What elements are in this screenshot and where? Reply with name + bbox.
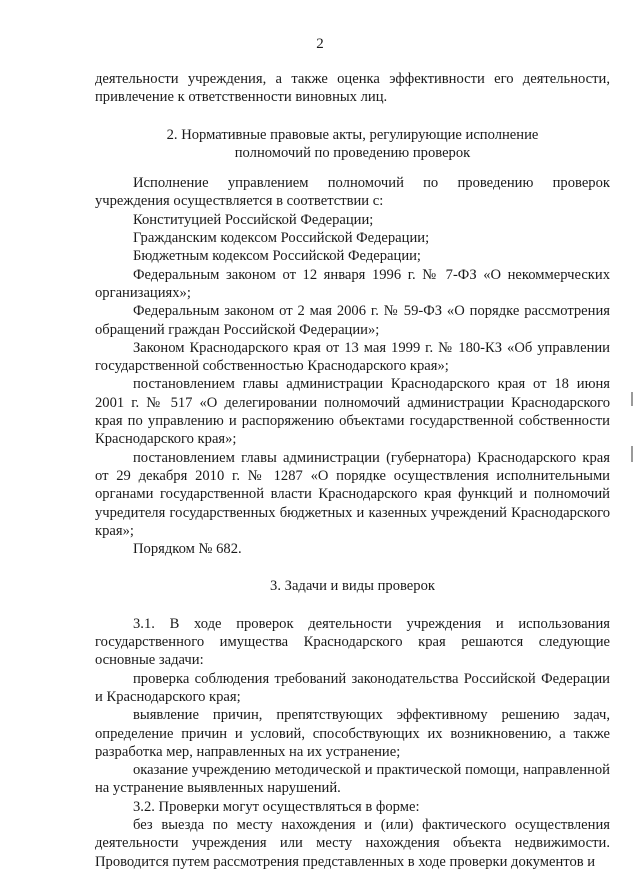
paragraph: постановлением главы администрации Краснодарского края от 18 июня 2001 г. № 517 «О делегировании полномочий администрации Краснодарского края по управлению и распоряжению объектами государственной собственности Краснодарского края»; — [95, 376, 610, 448]
paragraph: 3.1. В ходе проверок деятельности учреждения и использования государственного имущества Краснодарского края решаются следующие основные задачи: — [95, 615, 610, 669]
paragraph: выявление причин, препятствующих эффективному решению задач, определение причин и условий, способствующих их возникновению, а также разработка мер, направленных на их устранение; — [95, 707, 610, 760]
page-number: 2 — [316, 36, 324, 52]
paragraph: 3.2. Проверки могут осуществляться в форме: — [133, 798, 420, 815]
intro-paragraph: деятельности учреждения, а также оценка эффективности его деятельности, привлечение к ответственности виновных лиц. — [95, 71, 610, 106]
paragraph: Законом Краснодарского края от 13 мая 1999 г. № 180-КЗ «Об управлении государственной собственностью Краснодарского края»; — [95, 339, 610, 375]
paragraph: без выезда по месту нахождения и (или) фактического осуществления деятельности учреждения или месту нахождения объекта недвижимости. Проводится путем рассмотрения представленных в ходе проверки документов и — [95, 816, 610, 870]
document-body — [95, 70, 610, 871]
scan-margin-mark — [631, 392, 633, 406]
paragraph: Гражданским кодексом Российской Федерации; — [133, 230, 430, 247]
paragraph: Исполнение управлением полномочий по проведению проверок учреждения осуществляется в соответствии с: — [95, 175, 610, 210]
paragraph: Федеральным законом от 2 мая 2006 г. № 59-ФЗ «О порядке рассмотрения обращений граждан Российской Федерации»; — [95, 303, 610, 338]
section-2-title-line-1: 2. Нормативные правовые акты, регулирующие исполнение — [166, 126, 539, 143]
paragraph: постановлением главы администрации (губернатора) Краснодарского края от 29 декабря 2010 г. № 1287 «О порядке осуществления исполнительными органами государственной власти Краснодарского края функций и полномочий учредителя государственных бюджетных и казенных учреждений Краснодарского края»; — [95, 449, 610, 539]
section-2-title-line-2: полномочий по проведению проверок — [234, 144, 471, 161]
paragraph: Бюджетным кодексом Российской Федерации; — [133, 248, 421, 265]
section-3-title: 3. Задачи и виды проверок — [270, 578, 435, 595]
paragraph: Федеральным законом от 12 января 1996 г. № 7-ФЗ «О некоммерческих организациях»; — [95, 266, 610, 301]
paragraph: оказание учреждению методической и практической помощи, направленной на устранение выявленных нарушений. — [95, 762, 610, 797]
paragraph: Порядком № 682. — [133, 541, 242, 558]
paragraph: Конституцией Российской Федерации; — [133, 211, 374, 228]
paragraph: проверка соблюдения требований законодательства Российской Федерации и Краснодарского края; — [95, 670, 610, 705]
scan-margin-mark — [631, 446, 633, 462]
